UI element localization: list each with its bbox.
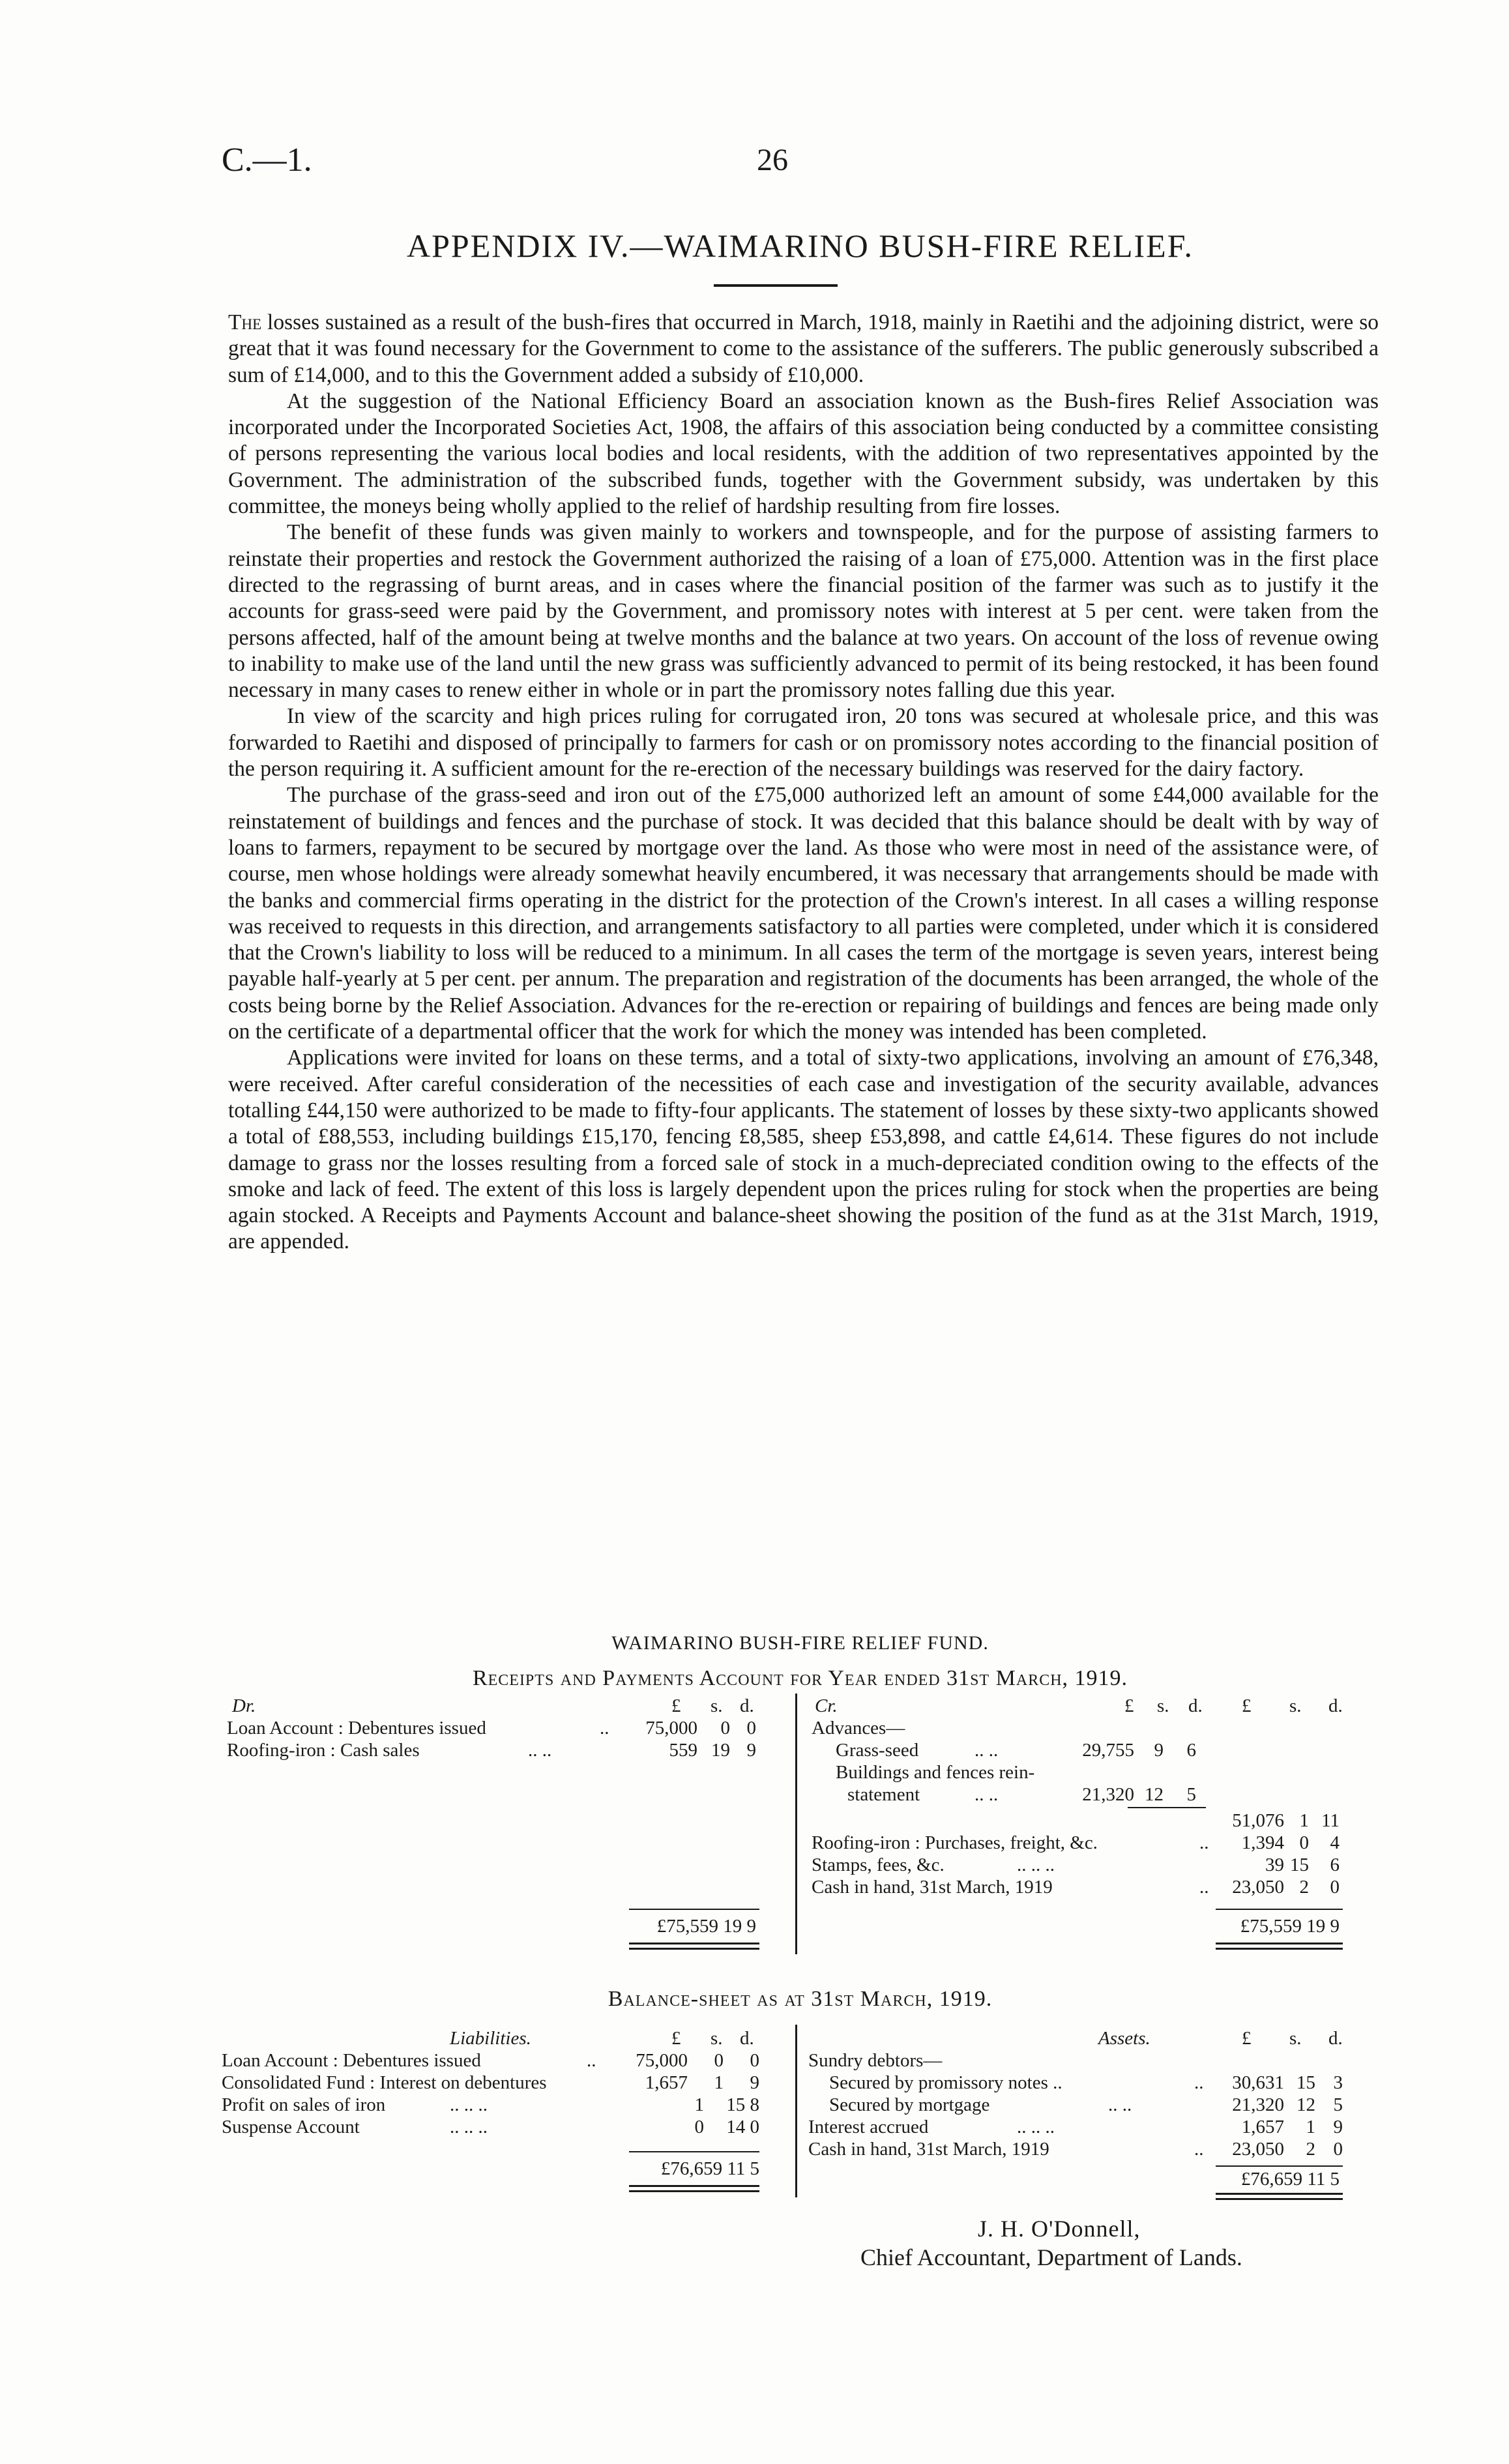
asset-row-pence: 0 <box>1333 2139 1343 2160</box>
liabilities-label: Liabilities. <box>450 2028 531 2049</box>
advances-total-pounds: 51,076 <box>1232 1810 1284 1831</box>
liability-row-label: Consolidated Fund : Interest on debentures <box>222 2072 547 2093</box>
dr-total: £75,559 19 9 <box>656 1916 756 1937</box>
asset-row-shillings: 12 <box>1297 2094 1315 2115</box>
col-header-pence: d. <box>1188 1695 1203 1716</box>
signatory-title: Chief Accountant, Department of Lands. <box>860 2244 1242 2270</box>
leader-dots: .. .. .. <box>1017 2117 1055 2137</box>
total-double-rule <box>629 2185 759 2187</box>
paragraph: At the suggestion of the National Efficiency Board an association known as the Bush-fires Relief Association was incorporated under the Incorporated Societies Act, 1908, the affairs of this association being conducted by a committee consisting of persons representing the various local bodies and local residents, with the addition of two representatives appointed by the Government. The administration of the subscribed funds, together with the Government subsidy, was undertaken by this committee, the moneys being wholly applied to the relief of hardship resulting from fire losses. <box>228 389 1379 519</box>
asset-row-shillings: 15 <box>1297 2072 1315 2093</box>
dr-row-pence: 9 <box>746 1740 756 1761</box>
asset-row-pence: 9 <box>1333 2117 1343 2137</box>
dr-label: Dr. <box>232 1695 256 1716</box>
dr-row-pounds: 75,000 <box>645 1718 697 1738</box>
advances-total-shillings: 1 <box>1299 1810 1309 1831</box>
liabilities-total: £76,659 11 5 <box>660 2158 759 2179</box>
asset-row-pounds: 21,320 <box>1232 2094 1284 2115</box>
asset-row-pence: 5 <box>1333 2094 1343 2115</box>
column-divider <box>795 1694 797 1954</box>
liability-row-pence: 0 <box>750 2050 759 2071</box>
dr-row-label: Loan Account : Debentures issued <box>227 1718 486 1738</box>
subtotal-rule <box>1128 1807 1206 1808</box>
total-double-rule <box>629 1948 759 1950</box>
cr-row-pounds: 1,394 <box>1241 1832 1284 1853</box>
asset-row-shillings: 1 <box>1306 2117 1315 2137</box>
paragraph: The losses sustained as a result of the bush-fires that occurred in March, 1918, mainly in Raetihi and the adjoining district, were so great that it was found necessary for the Government to come to the assistance of the sufferers. The public generously subscribed a sum of £14,000, and to this the Government added a subsidy of £10,000. <box>228 310 1379 387</box>
asset-row-pence: 3 <box>1333 2072 1343 2093</box>
cr-row-pence: 5 <box>1186 1784 1196 1805</box>
fund-title: WAIMARINO BUSH-FIRE RELIEF FUND. <box>611 1632 989 1654</box>
total-double-rule <box>1216 1943 1343 1944</box>
receipts-payments-title: Receipts and Payments Account for Year ended 31st March, 1919. <box>472 1666 1128 1690</box>
report-code: C.—1. <box>222 141 312 179</box>
advances-total-pence: 11 <box>1321 1810 1340 1831</box>
cr-row-shillings: 0 <box>1299 1832 1309 1853</box>
leader-dots: .. .. .. <box>450 2117 488 2137</box>
liability-row-pence: 9 <box>750 2072 759 2093</box>
asset-row-pounds: 1,657 <box>1241 2117 1284 2137</box>
dr-row-shillings: 19 <box>711 1740 730 1761</box>
total-rule <box>1216 1909 1343 1910</box>
col-header-shillings: s. <box>1157 1695 1169 1716</box>
body-text <box>228 310 1379 1255</box>
leader-dots: .. <box>1194 2139 1204 2160</box>
leader-dots: .. .. .. <box>1017 1855 1055 1875</box>
cr-row-pounds: 29,755 <box>1082 1740 1134 1761</box>
cr-row-shillings: 15 <box>1290 1855 1309 1875</box>
total-double-rule <box>1216 2193 1343 2195</box>
dr-row-pence: 0 <box>746 1718 756 1738</box>
page-number: 26 <box>757 143 788 177</box>
total-double-rule <box>629 2190 759 2192</box>
col-header-pounds-2: £ <box>1242 1695 1252 1716</box>
leader-dots: .. <box>1199 1877 1209 1898</box>
total-rule <box>629 1909 759 1910</box>
total-rule <box>1216 2165 1343 2167</box>
assets-total: £76,659 11 5 <box>1240 2169 1340 2190</box>
dr-row-pounds: 559 <box>669 1740 697 1761</box>
asset-row-pounds: 30,631 <box>1232 2072 1284 2093</box>
col-header-pounds: £ <box>671 1695 681 1716</box>
col-header-pence: d. <box>740 1695 754 1716</box>
cr-row-shillings: 9 <box>1154 1740 1164 1761</box>
dr-row-shillings: 0 <box>720 1718 730 1738</box>
cr-row-pounds: 23,050 <box>1232 1877 1284 1898</box>
col-header-pounds: £ <box>1124 1695 1134 1716</box>
signatory-name: J. H. O'Donnell, <box>978 2216 1141 2242</box>
cr-row-label: Stamps, fees, &c. <box>812 1855 945 1875</box>
cr-row-shillings: 12 <box>1145 1784 1164 1805</box>
column-divider <box>795 2025 797 2197</box>
liability-row-label: Loan Account : Debentures issued <box>222 2050 481 2071</box>
dr-row-label: Roofing-iron : Cash sales <box>227 1740 420 1761</box>
cr-row-pence: 6 <box>1186 1740 1196 1761</box>
asset-row-label: Secured by mortgage <box>829 2094 990 2115</box>
col-header-pence: d. <box>1328 2028 1343 2049</box>
col-header-pounds: £ <box>1242 2028 1252 2049</box>
col-header-shillings: s. <box>1289 2028 1302 2049</box>
cr-row-pence: 6 <box>1330 1855 1340 1875</box>
cr-row-pence: 0 <box>1330 1877 1340 1898</box>
balance-sheet-title: Balance-sheet as at 31st March, 1919. <box>608 1987 993 2011</box>
liability-row-shillings: 0 <box>714 2050 724 2071</box>
total-rule <box>629 2151 759 2152</box>
asset-row-label: Cash in hand, 31st March, 1919 <box>808 2139 1049 2160</box>
liability-row-shillings: 1 <box>714 2072 724 2093</box>
col-header-shillings-2: s. <box>1289 1695 1302 1716</box>
col-header-shillings: s. <box>711 1695 723 1716</box>
col-header-pence: d. <box>740 2028 754 2049</box>
leader-dots: .. <box>600 1718 609 1738</box>
leader-dots: .. <box>1194 2072 1204 2093</box>
paragraph-lead: The <box>228 310 262 334</box>
asset-row-pounds: 23,050 <box>1232 2139 1284 2160</box>
paragraph: In view of the scarcity and high prices ruling for corrugated iron, 20 tons was secured at wholesale price, and this was forwarded to Raetihi and disposed of principally to farmers for cash or on promissory notes according to the financial position of the person requiring it. A sufficient amount for the re-erection of the necessary buildings was reserved for the dairy factory. <box>228 704 1379 782</box>
advances-label: Advances— <box>812 1718 905 1738</box>
sundry-debtors-label: Sundry debtors— <box>808 2050 943 2071</box>
leader-dots: .. <box>1199 1832 1209 1853</box>
liability-row-label: Suspense Account <box>222 2117 360 2137</box>
paragraph: Applications were invited for loans on these terms, and a total of sixty-two applications, involving an amount of £76,348, were received. After careful consideration of the necessities of each case and investigation of the security available, advances totalling £44,150 were authorized to be made to fifty-four applicants. The statement of losses by these sixty-two applicants showed a total of £88,553, including buildings £15,170, fencing £8,585, sheep £53,898, and cattle £4,614. These figures do not include damage to grass nor the losses resulting from a forced sale of stock in a much-depreciated condition owing to the effects of the smoke and lack of feed. The extent of this loss is largely dependent upon the prices ruling for stock when the properties are being again stocked. A Receipts and Payments Account and balance-sheet showing the position of the fund as at the 31st March, 1919, are appended. <box>228 1046 1379 1254</box>
title-divider <box>714 284 838 287</box>
leader-dots: .. .. <box>974 1740 999 1761</box>
leader-dots: .. .. .. <box>450 2094 488 2115</box>
paragraph: The purchase of the grass-seed and iron out of the £75,000 authorized left an amount of some £44,000 available for the reinstatement of buildings and fences and the purchase of stock. It was decided that this balance should be dealt with by way of loans to farmers, repayment to be secured by mortgage over the land. As those who were most in need of the assistance were, of course, men whose holdings were already somewhat heavily encumbered, it was necessary that arrangements should be made with the banks and commercial firms operating in the district for the protection of the Crown's interest. In all cases a willing response was received to requests in this direction, and arrangements satisfactory to all parties were completed, under which it is considered that the Crown's liability to loss will be reduced to a minimum. In all cases the term of the mortgage is seven years, interest being payable half-yearly at 5 per cent. per annum. The preparation and registration of the documents has been arranged, the whole of the costs being borne by the Relief Association. Advances for the re-erection or repairing of buildings and fences are being made only on the certificate of a departmental officer that the work for which the money was intended has been completed. <box>228 783 1379 1044</box>
leader-dots: .. .. <box>1108 2094 1132 2115</box>
page-title: APPENDIX IV.—WAIMARINO BUSH-FIRE RELIEF. <box>406 227 1194 264</box>
cr-row-label: Grass-seed <box>836 1740 919 1761</box>
total-double-rule <box>629 1943 759 1944</box>
liability-row-pounds: 75,000 <box>636 2050 688 2071</box>
liability-row-label: Profit on sales of iron <box>222 2094 386 2115</box>
cr-total: £75,559 19 9 <box>1240 1916 1340 1937</box>
cr-row-label: Roofing-iron : Purchases, freight, &c. <box>812 1832 1098 1853</box>
liability-row-pence: 15 8 <box>726 2094 759 2115</box>
assets-label: Assets. <box>1098 2028 1150 2049</box>
cr-row-pounds: 21,320 <box>1082 1784 1134 1805</box>
liability-row-shillings: 0 <box>694 2117 704 2137</box>
leader-dots: .. .. <box>528 1740 552 1761</box>
cr-label: Cr. <box>815 1695 838 1716</box>
asset-row-label: Interest accrued <box>808 2117 929 2137</box>
total-double-rule <box>1216 2198 1343 2200</box>
liability-row-pounds: 1,657 <box>645 2072 688 2093</box>
liability-row-shillings: 1 <box>694 2094 704 2115</box>
paragraph: The benefit of these funds was given mainly to workers and townspeople, and for the purpose of assisting farmers to reinstate their properties and restock the Government authorized the raising of a loan of £75,000. Attention was in the first place directed to the regrassing of burnt areas, and in cases where the financial position of the farmer was such as to justify it the accounts for grass-seed were paid by the Government, and promissory notes with interest at 5 per cent. were taken from the persons affected, half of the amount being at twelve months and the balance at two years. On account of the loss of revenue owing to inability to make use of the land until the new grass was sufficiently advanced to permit of its being restocked, it has been found necessary in many cases to renew either in whole or in part the promissory notes falling due this year. <box>228 520 1379 703</box>
col-header-pence-2: d. <box>1328 1695 1343 1716</box>
col-header-pounds: £ <box>671 2028 681 2049</box>
liability-row-pence: 14 0 <box>726 2117 759 2137</box>
total-double-rule <box>1216 1948 1343 1950</box>
cr-row-label: Cash in hand, 31st March, 1919 <box>812 1877 1053 1898</box>
leader-dots: .. .. <box>974 1784 999 1805</box>
cr-row-shillings: 2 <box>1299 1877 1309 1898</box>
col-header-shillings: s. <box>711 2028 723 2049</box>
cr-row-pence: 4 <box>1330 1832 1340 1853</box>
cr-row-label: Buildings and fences rein- <box>836 1762 1035 1783</box>
cr-row-pounds: 39 <box>1265 1855 1284 1875</box>
cr-row-label: statement <box>847 1784 920 1805</box>
asset-row-shillings: 2 <box>1306 2139 1315 2160</box>
leader-dots: .. <box>587 2050 596 2071</box>
asset-row-label: Secured by promissory notes .. <box>829 2072 1062 2093</box>
